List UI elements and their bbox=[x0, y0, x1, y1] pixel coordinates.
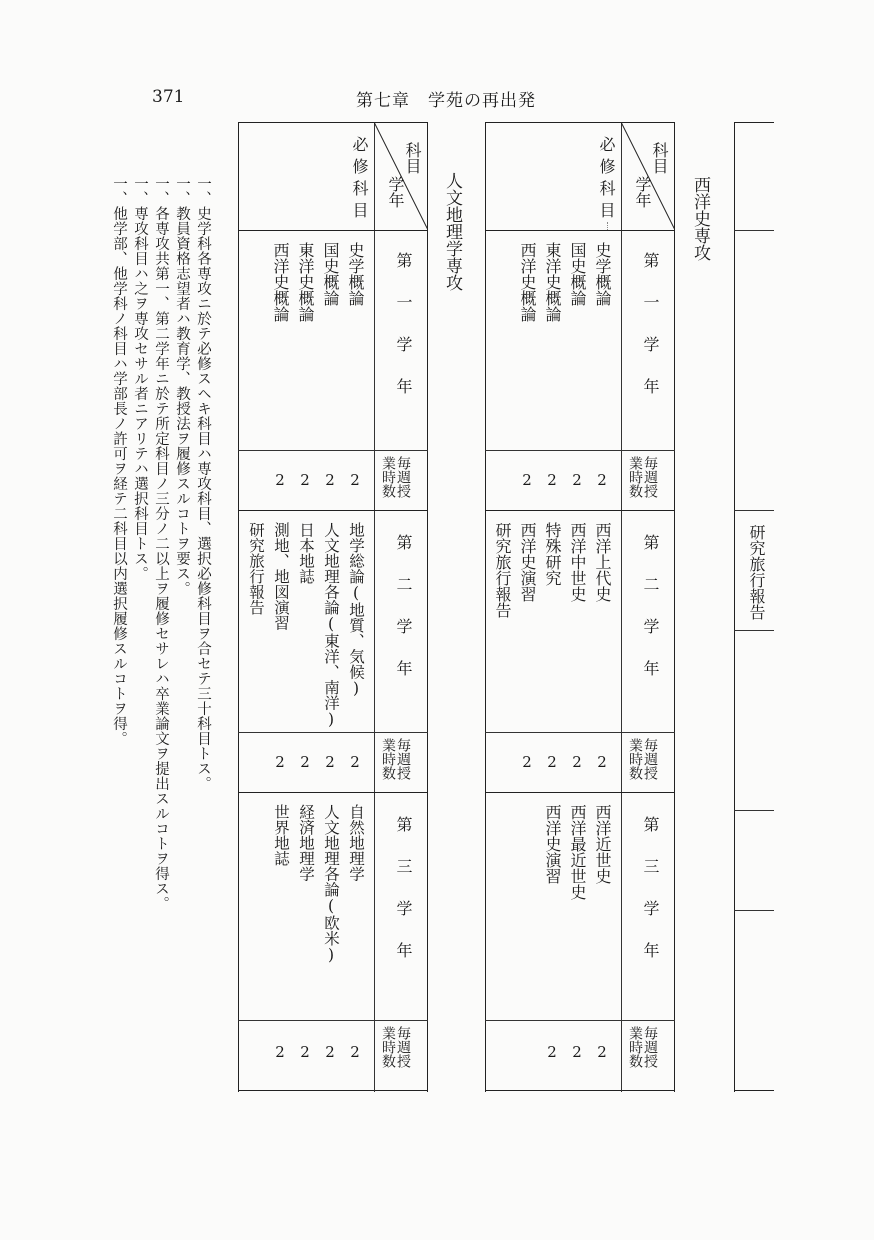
table-human-geography bbox=[238, 122, 428, 1092]
table-title-human-geography: 人文地理学専攻 bbox=[442, 172, 462, 291]
subject: 西洋史演習 bbox=[543, 804, 562, 884]
subject: 研究旅行報告 bbox=[493, 522, 512, 618]
year-1-header: 第一学年 bbox=[641, 252, 660, 420]
subject: 測地、地図演習 bbox=[272, 522, 290, 631]
subject: 研究旅行報告 bbox=[247, 522, 265, 615]
note-item: 一、専攻科目ハ之ヲ専攻セサル者ニアリテハ選択科目トス。 bbox=[132, 176, 148, 581]
subject: 国史概論 bbox=[321, 242, 340, 306]
hours-value: 2 bbox=[572, 471, 582, 489]
subject: 日本地誌 bbox=[297, 522, 315, 584]
hours-value: 2 bbox=[325, 471, 335, 489]
hours-value: 2 bbox=[547, 471, 557, 489]
year-3-header: 第三学年 bbox=[394, 816, 413, 984]
hours-header-3: 毎週授業時数 bbox=[380, 1026, 411, 1068]
chapter-title: 第七章 学苑の再出発 bbox=[356, 91, 536, 111]
note-item: 一、他学部、他学科ノ科目ハ学部長ノ許可ヲ経テ二科目以内選択履修スルコトヲ得。 bbox=[111, 176, 127, 746]
continued-table-fragment bbox=[734, 122, 774, 1092]
hours-value: 2 bbox=[572, 753, 582, 771]
hours-value: 2 bbox=[522, 753, 532, 771]
hours-header-1: 毎週授業時数 bbox=[380, 456, 411, 498]
subject: 国史概論 bbox=[568, 242, 587, 306]
subject: 人文地理各論(欧米) bbox=[322, 804, 340, 964]
hours-value: 2 bbox=[325, 753, 335, 771]
hours-header-1: 毎週授業時数 bbox=[627, 456, 658, 498]
hours-value: 2 bbox=[300, 471, 310, 489]
subject: 自然地理学 bbox=[347, 804, 365, 882]
hours-value: 2 bbox=[350, 471, 360, 489]
notes bbox=[108, 176, 213, 911]
subject: 地学総論(地質、気候) bbox=[347, 522, 365, 698]
subject: 西洋上代史 bbox=[593, 522, 612, 602]
subject: 特殊研究 bbox=[543, 522, 562, 586]
subject: 史学概論 bbox=[593, 242, 612, 306]
note-item: 一、史学科各専攻ニ於テ必修スヘキ科目ハ専攻科目、選択必修科目ヲ合セテ三十科目トス。 bbox=[195, 176, 211, 791]
subject: 西洋史概論 bbox=[271, 242, 290, 322]
hours-value: 2 bbox=[597, 1043, 607, 1061]
year-3-header: 第三学年 bbox=[641, 816, 660, 984]
continued-cell: 研究旅行報告 bbox=[747, 524, 766, 620]
note-item: 一、教員資格志望者ハ教育学、教授法ヲ履修スルコトヲ要ス。 bbox=[174, 176, 190, 596]
hours-value: 2 bbox=[597, 471, 607, 489]
corner-label-subject: 科目 bbox=[650, 142, 669, 174]
subject: 東洋史概論 bbox=[296, 242, 315, 322]
hours-value: 2 bbox=[275, 1043, 285, 1061]
hours-value: 2 bbox=[300, 753, 310, 771]
hours-value: 2 bbox=[350, 1043, 360, 1061]
subject-list bbox=[268, 242, 368, 322]
table-title-western-history: 西洋史専攻 bbox=[690, 176, 710, 261]
hours-value: 2 bbox=[275, 753, 285, 771]
hours-value: 2 bbox=[547, 753, 557, 771]
subject: 西洋中世史 bbox=[568, 522, 587, 602]
subject: 世界地誌 bbox=[272, 804, 290, 866]
subject: 東洋史概論 bbox=[543, 242, 562, 322]
subject-list bbox=[515, 242, 615, 322]
subject-list bbox=[268, 804, 368, 964]
corner-label-year: 学年 bbox=[386, 176, 405, 208]
year-2-header: 第二学年 bbox=[641, 534, 660, 702]
subject: 史学概論 bbox=[346, 242, 365, 306]
hours-value: 2 bbox=[275, 471, 285, 489]
corner-label-subject: 科目 bbox=[403, 142, 422, 174]
page-number: 371 bbox=[152, 87, 185, 107]
row-header-required: 必修科目 bbox=[350, 136, 369, 224]
year-1-header: 第一学年 bbox=[394, 252, 413, 420]
hours-value: 2 bbox=[522, 471, 532, 489]
subject: 西洋史概論 bbox=[518, 242, 537, 322]
hours-header-2: 毎週授業時数 bbox=[627, 738, 658, 780]
subject-list bbox=[490, 522, 615, 618]
hours-header-3: 毎週授業時数 bbox=[627, 1026, 658, 1068]
note-item: 一、各専攻共第一、第二学年ニ於テ所定科目ノ三分ノ二以上ヲ履修セサレハ卒業論文ヲ提出スルコトヲ得ス。 bbox=[153, 176, 169, 911]
year-2-header: 第二学年 bbox=[394, 534, 413, 702]
subject-list bbox=[243, 522, 368, 729]
subject: 人文地理各論(東洋、南洋) bbox=[322, 522, 340, 729]
hours-header-2: 毎週授業時数 bbox=[380, 738, 411, 780]
table-western-history bbox=[485, 122, 675, 1092]
subject: 西洋史演習 bbox=[518, 522, 537, 602]
dotted-line bbox=[607, 222, 609, 230]
subject: 経済地理学 bbox=[297, 804, 315, 882]
corner-label-year: 学年 bbox=[633, 176, 652, 208]
subject: 西洋近世史 bbox=[593, 804, 612, 884]
hours-value: 2 bbox=[300, 1043, 310, 1061]
hours-value: 2 bbox=[547, 1043, 557, 1061]
hours-value: 2 bbox=[572, 1043, 582, 1061]
row-header-required: 必修科目 bbox=[597, 136, 616, 224]
hours-value: 2 bbox=[350, 753, 360, 771]
hours-value: 2 bbox=[597, 753, 607, 771]
subject: 西洋最近世史 bbox=[568, 804, 587, 900]
hours-value: 2 bbox=[325, 1043, 335, 1061]
subject-list bbox=[540, 804, 615, 900]
